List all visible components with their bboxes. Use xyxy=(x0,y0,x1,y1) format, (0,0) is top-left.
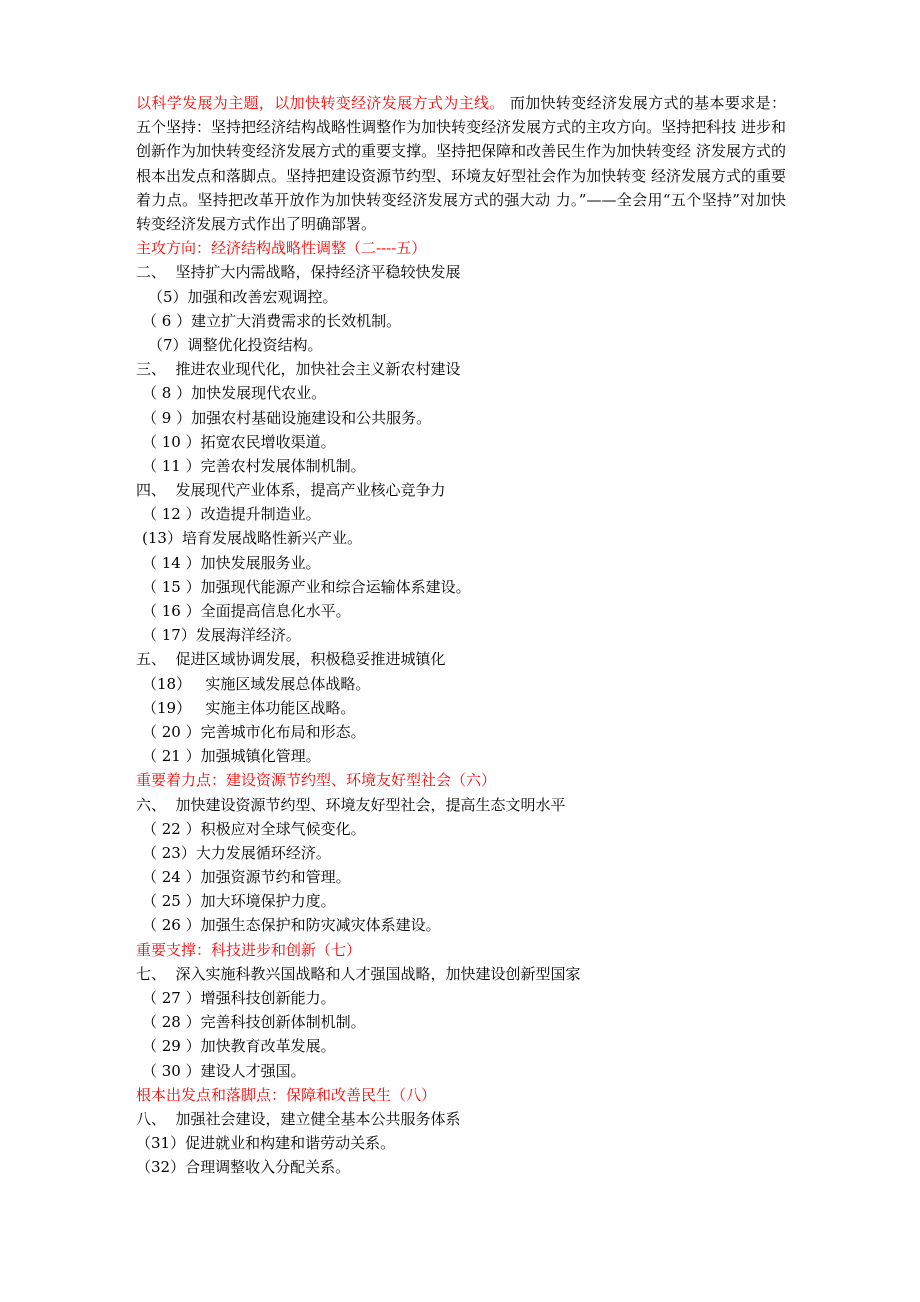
list-item: （ 11 ）完善农村发展体制机制。 xyxy=(142,456,366,475)
list-item: （ 15 ）加强现代能源产业和综合运输体系建设。 xyxy=(142,577,471,596)
group-title: 三、 推进农业现代化，加快社会主义新农村建设 xyxy=(136,360,461,379)
list-item: （5）加强和改善宏观调控。 xyxy=(148,287,338,306)
group-title: 七、 深入实施科教兴国战略和人才强国战略，加快建设创新型国家 xyxy=(136,964,581,983)
document-page xyxy=(136,91,786,1180)
list-item: （ 22 ）积极应对全球气候变化。 xyxy=(142,819,366,838)
group-title: 二、 坚持扩大内需战略，保持经济平稳较快发展 xyxy=(136,263,461,282)
list-item: （18） 实施区域发展总体战略。 xyxy=(142,674,371,693)
list-item: （ 27 ）增强科技创新能力。 xyxy=(142,989,336,1008)
list-item: （ 23）大力发展循环经济。 xyxy=(142,843,331,862)
section-heading: 重要支撑：科技进步和创新（七） xyxy=(136,940,362,959)
group-title: 五、 促进区域协调发展，积极稳妥推进城镇化 xyxy=(136,650,446,669)
list-item: （ 12 ）改造提升制造业。 xyxy=(142,505,321,524)
list-item: （ 6 ）建立扩大消费需求的长效机制。 xyxy=(142,311,402,330)
list-item: （19） 实施主体功能区战略。 xyxy=(142,698,356,717)
list-item: （ 30 ）建设人才强国。 xyxy=(142,1061,306,1080)
list-item: （ 24 ）加强资源节约和管理。 xyxy=(142,868,351,887)
intro-body: 而加快转变经济发展方式的基本要求是： 五个坚持：坚持把经济结构战略性调整作为加快转变经济发展方式的主攻方向。坚持把科技 进步和创新作为加快转变经济发展方式的重要支撑。坚持把保障和改善民生作为加快转变经 济发展方式的根本出发点和落脚点。坚持把建设资源节约型、环境友好型社会作为加快转变 经济发展方式的重要着力点。坚持把改革开放作为加快转变经济发展方式的强大动 力。”——全会用“五个坚持”对加快转变经济发展方式作出了明确部署。 xyxy=(136,94,786,234)
list-item: （ 20 ）完善城市化布局和形态。 xyxy=(142,722,366,741)
list-item: （ 16 ）全面提高信息化水平。 xyxy=(142,602,351,621)
list-item: （ 17）发展海洋经济。 xyxy=(142,626,301,645)
list-item: （ 26 ）加强生态保护和防灾减灾体系建设。 xyxy=(142,916,441,935)
list-item: （31）促进就业和构建和谐劳动关系。 xyxy=(136,1134,396,1153)
list-item: （ 28 ）完善科技创新体制机制。 xyxy=(142,1013,366,1032)
section-heading: 重要着力点：建设资源节约型、环境友好型社会（六） xyxy=(136,771,497,790)
section-heading: 根本出发点和落脚点：保障和改善民生（八） xyxy=(136,1085,437,1104)
list-item: （ 10 ）拓宽农民增收渠道。 xyxy=(142,432,336,451)
list-item: （ 14 ）加快发展服务业。 xyxy=(142,553,321,572)
list-item: （ 21 ）加强城镇化管理。 xyxy=(142,747,321,766)
list-item: (13）培育发展战略性新兴产业。 xyxy=(142,529,362,548)
list-item: （ 29 ）加快教育改革发展。 xyxy=(142,1037,336,1056)
group-title: 八、 加强社会建设，建立健全基本公共服务体系 xyxy=(136,1109,461,1128)
intro-highlight: 以科学发展为主题，以加快转变经济发展方式为主线。 xyxy=(136,94,505,112)
list-item: （ 8 ）加快发展现代农业。 xyxy=(142,384,327,403)
intro-paragraph xyxy=(136,91,786,236)
list-item: （7）调整优化投资结构。 xyxy=(148,335,323,354)
group-title: 四、 发展现代产业体系，提高产业核心竞争力 xyxy=(136,481,446,500)
list-item: （ 25 ）加大环境保护力度。 xyxy=(142,892,336,911)
section-heading: 主攻方向：经济结构战略性调整（二----五） xyxy=(136,239,427,258)
list-item: （ 9 ）加强农村基础设施建设和公共服务。 xyxy=(142,408,432,427)
group-title: 六、 加快建设资源节约型、环境友好型社会，提高生态文明水平 xyxy=(136,795,566,814)
list-item: （32）合理调整收入分配关系。 xyxy=(136,1158,351,1177)
